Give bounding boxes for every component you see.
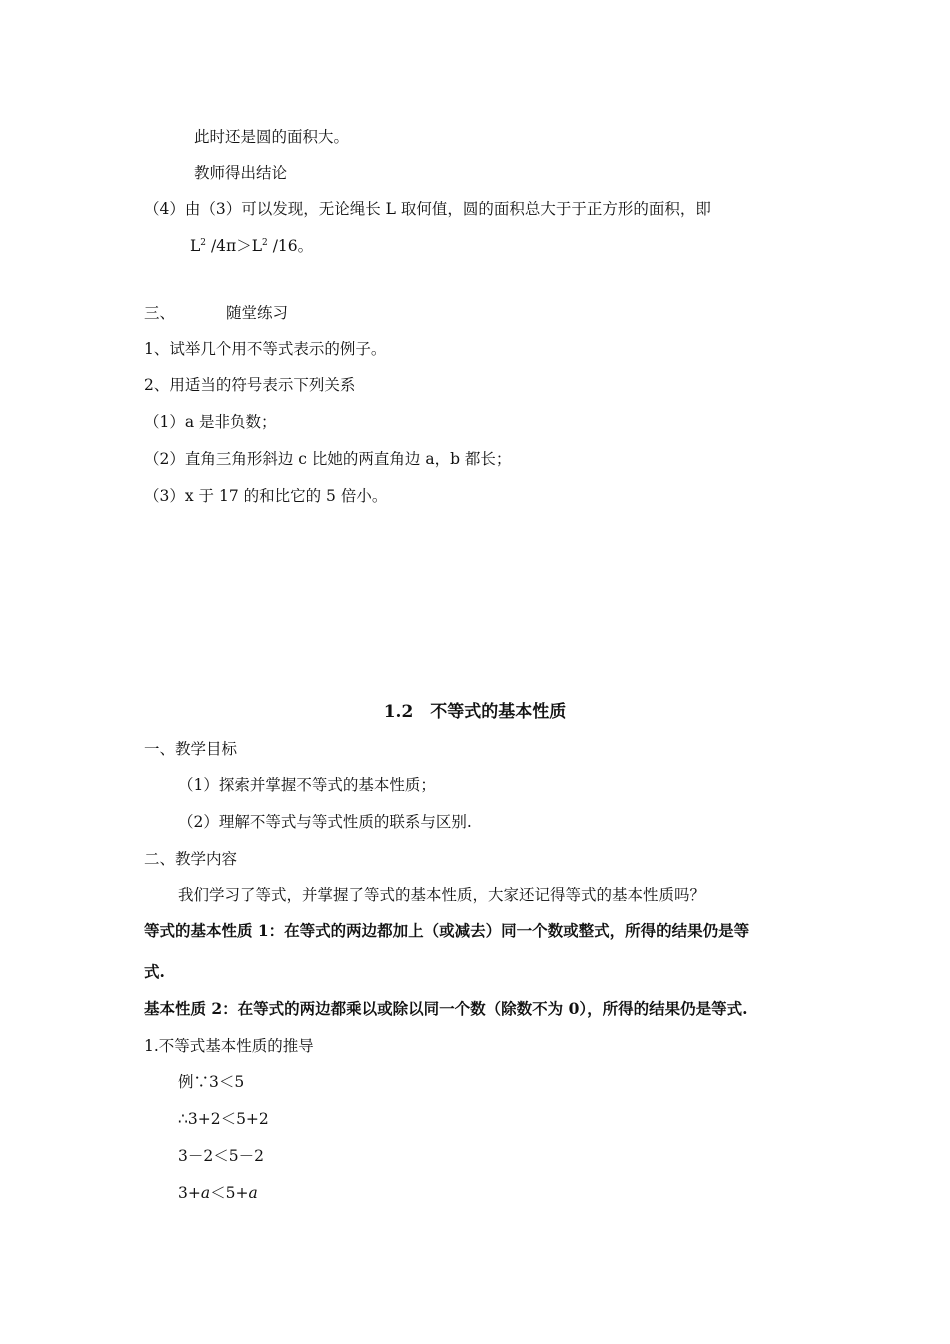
paragraph: 我们学习了等式，并掌握了等式的基本性质，大家还记得等式的基本性质吗？ [178,886,706,904]
math-variable: a [248,1184,258,1202]
formula-part: /16。 [267,237,314,255]
formula-part: /4π＞L [206,237,263,255]
property-statement: 基本性质 2：在等式的两边都乘以或除以同一个数（除数不为 0），所得的结果仍是等式. [144,999,748,1018]
section-heading: 二、教学内容 [144,850,238,868]
section-heading: 随堂练习 [226,304,289,322]
subsection-heading: 1.不等式基本性质的推导 [144,1037,314,1055]
math-variable: a [200,1184,211,1202]
math-part: ＜5+ [210,1184,249,1202]
formula-exponent: 2 [200,237,207,248]
math-line: 3－2＜5－2 [178,1147,264,1165]
section-heading: 一、教学目标 [144,740,238,758]
text-line: 教师得出结论 [194,164,288,182]
exercise-item: 1、试举几个用不等式表示的例子。 [144,340,387,358]
text-line: 此时还是圆的面积大。 [194,128,350,146]
formula-part: L [190,237,201,255]
text-line: （4）由（3）可以发现，无论绳长 L 取何值，圆的面积总大于于正方形的面积，即 [144,200,711,218]
lesson-title: 1.2 不等式的基本性质 [383,702,567,722]
math-line: ∴3+2＜5+2 [178,1110,269,1128]
section-number: 三、 [144,304,176,322]
exercise-subitem: （3）x 于 17 的和比它的 5 倍小。 [144,487,388,505]
exercise-item: 2、用适当的符号表示下列关系 [144,376,356,394]
math-line: 例∵3＜5 [178,1073,245,1091]
exercise-subitem: （1）a 是非负数； [144,413,277,431]
formula-line [190,236,313,256]
formula-exponent: 2 [262,237,268,248]
goal-item: （2）理解不等式与等式性质的联系与区别. [178,813,472,831]
math-line [178,1183,258,1203]
property-statement: 式. [144,962,165,981]
exercise-subitem: （2）直角三角形斜边 c 比她的两直角边 a，b 都长； [144,450,512,468]
goal-item: （1）探索并掌握不等式的基本性质； [178,776,436,794]
math-part: 3+ [178,1184,201,1202]
property-statement: 等式的基本性质 1：在等式的两边都加上（或减去）同一个数或整式，所得的结果仍是等 [144,921,750,940]
